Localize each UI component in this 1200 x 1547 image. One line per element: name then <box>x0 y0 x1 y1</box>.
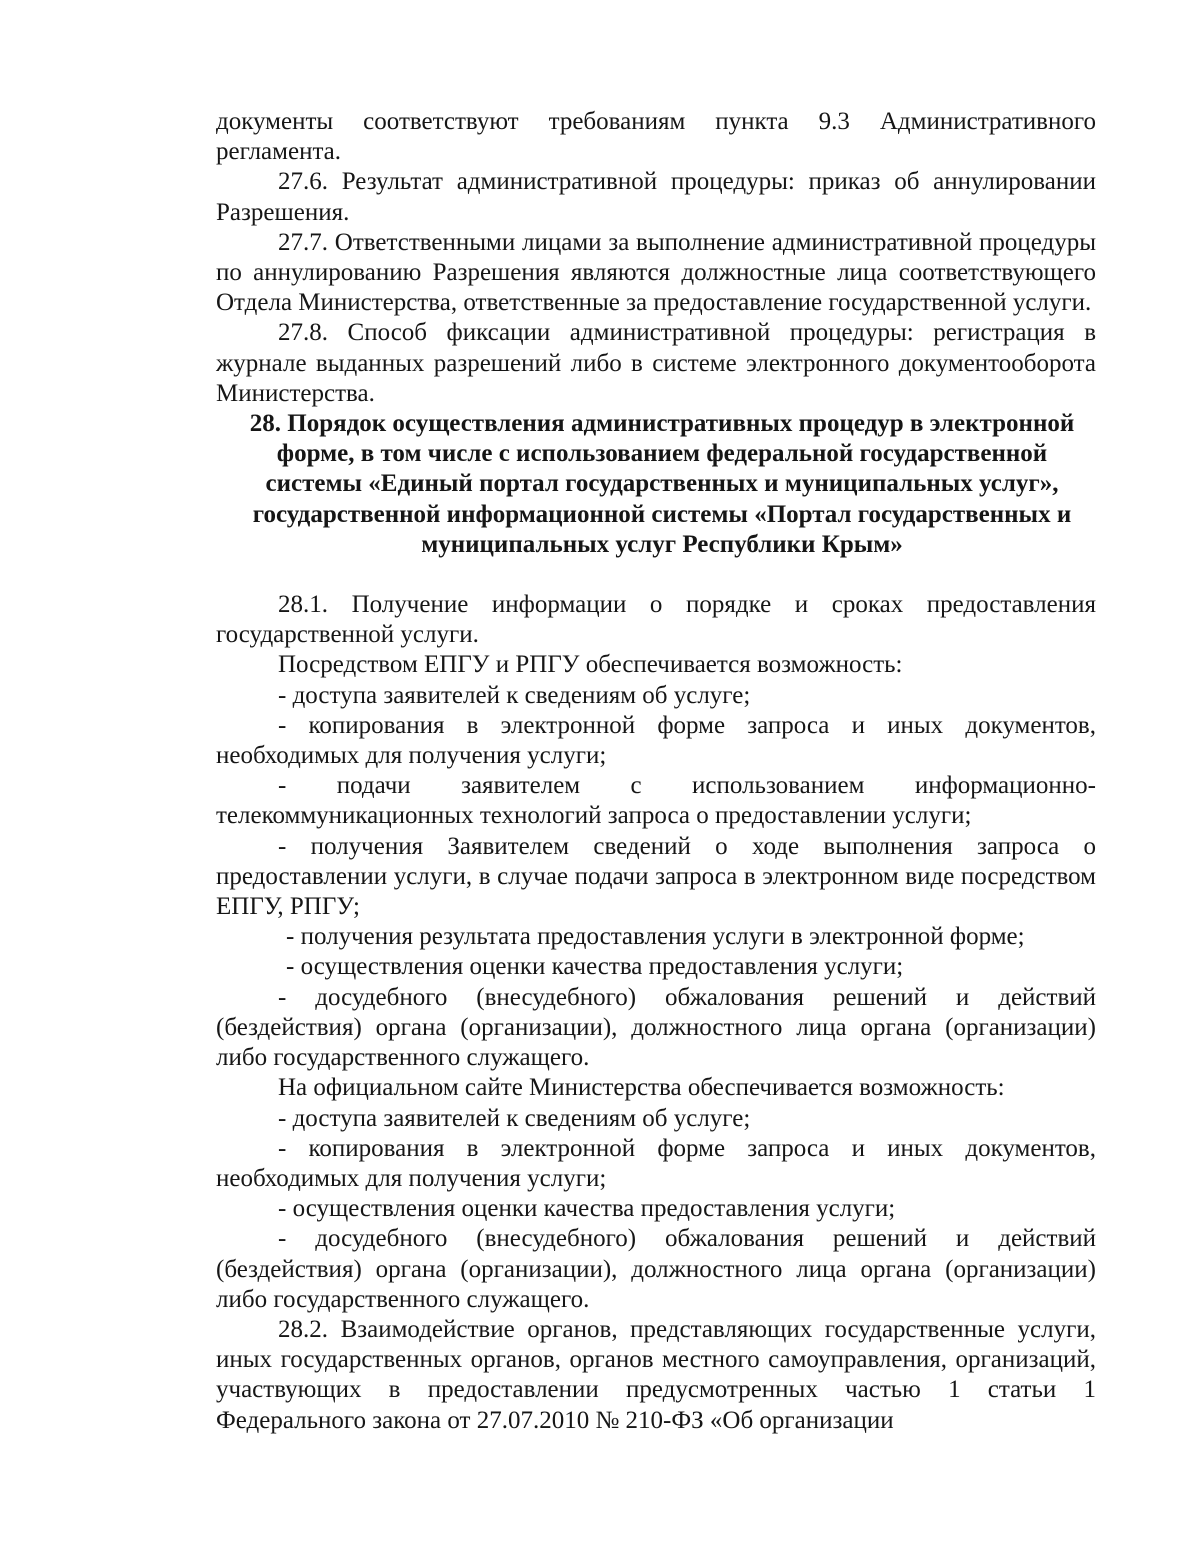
paragraph-epgu-intro: Посредством ЕПГУ и РПГУ обеспечивается возможность: <box>278 651 903 679</box>
paragraph-27-6: 27.6. Результат административной процедуры: приказ об аннулировании Разрешения. <box>216 168 1096 226</box>
section-heading-28: 28. Порядок осуществления административных процедур в электронной форме, в том числе с использованием федеральной государственной системы «Единый портал государственных и муниципальных услуг», государственной информационной системы «Портал государственных и муниципальных услуг Республики Крым» <box>249 410 1075 558</box>
list-item: - подачи заявителем с использованием информационно-телекоммуникационных технологий запроса о предоставлении услуги; <box>216 772 1096 830</box>
list-item: - получения результата предоставления услуги в электронной форме; <box>286 923 1025 951</box>
paragraph-site-intro: На официальном сайте Министерства обеспечивается возможность: <box>278 1074 1005 1102</box>
list-item: - копирования в электронной форме запроса и иных документов, необходимых для получения услуги; <box>216 1134 1096 1192</box>
list-item: - осуществления оценки качества предоставления услуги; <box>278 1195 896 1223</box>
list-item: - досудебного (внесудебного) обжалования решений и действий (бездействия) органа (организации), должностного лица органа (организации) либо государственного служащего. <box>216 983 1096 1072</box>
paragraph-continuation: документы соответствуют требованиям пункта 9.3 Административного регламента. <box>216 108 1096 166</box>
list-item: - досудебного (внесудебного) обжалования решений и действий (бездействия) органа (организации), должностного лица органа (организации) либо государственного служащего. <box>216 1225 1096 1313</box>
paragraph-28-1: 28.1. Получение информации о порядке и сроках предоставления государственной услуги. <box>216 591 1096 649</box>
paragraph-28-2: 28.2. Взаимодействие органов, представляющих государственные услуги, иных государственных органов, органов местного самоуправления, организаций, участвующих в предоставлении предусмотренных частью 1 статьи 1 Федерального закона от 27.07.2010 № 210-ФЗ «Об организации <box>216 1315 1096 1434</box>
list-item: - доступа заявителей к сведениям об услуге; <box>278 1104 751 1132</box>
list-item: - осуществления оценки качества предоставления услуги; <box>286 953 904 981</box>
document-body <box>216 107 1096 1436</box>
paragraph-27-8: 27.8. Способ фиксации административной процедуры: регистрация в журнале выданных разрешений либо в системе электронного документооборота Министерства. <box>216 319 1096 407</box>
paragraph-27-7: 27.7. Ответственными лицами за выполнение административной процедуры по аннулированию Разрешения являются должностные лица соответствующего Отдела Министерства, ответственные за предоставление государственной услуги. <box>216 228 1096 317</box>
list-item: - доступа заявителей к сведениям об услуге; <box>278 681 751 709</box>
list-item: - копирования в электронной форме запроса и иных документов, необходимых для получения услуги; <box>216 711 1096 770</box>
spacer <box>216 560 1096 590</box>
list-item: - получения Заявителем сведений о ходе выполнения запроса о предоставлении услуги, в случае подачи запроса в электронном виде посредством ЕПГУ, РПГУ; <box>216 832 1096 921</box>
